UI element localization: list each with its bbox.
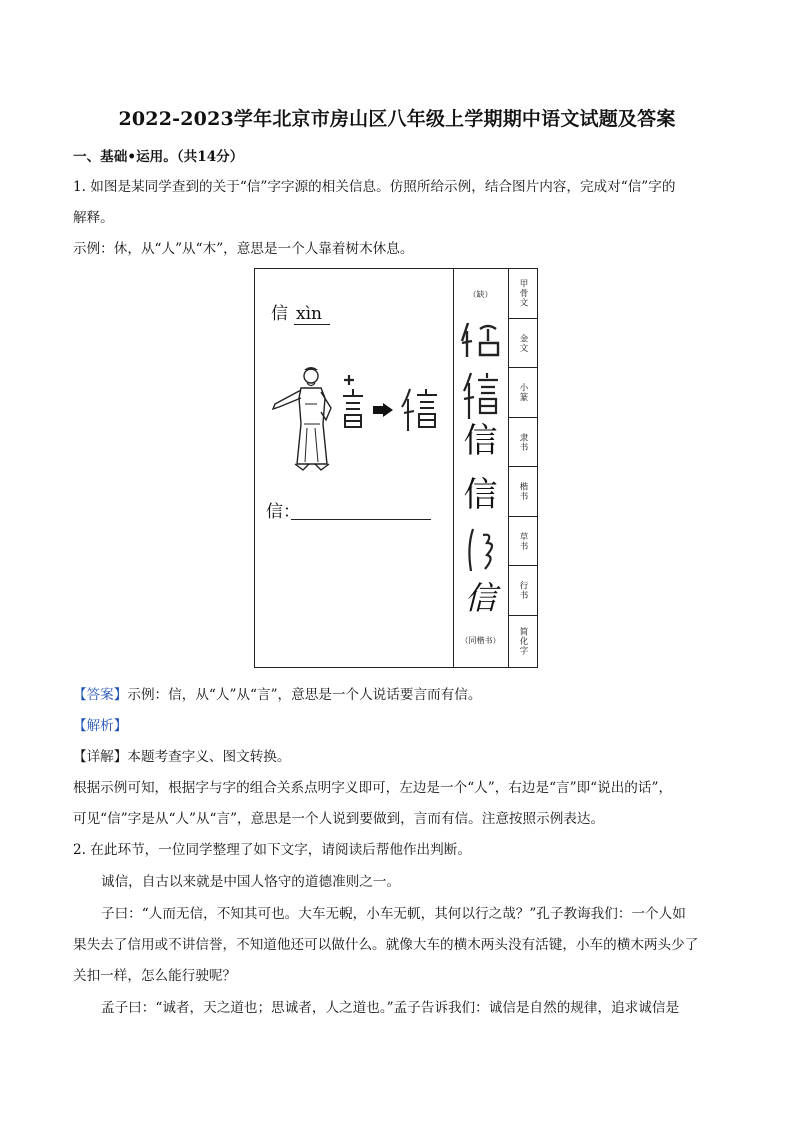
character-origin-figure [254, 268, 538, 668]
arrow-right-icon [373, 403, 393, 417]
script-label-small-seal: 小篆 [508, 368, 537, 418]
question-1-text-cont: 解释。 [73, 210, 114, 226]
detail-tag: 【详解】 [73, 749, 128, 765]
script-label-oracle: 甲骨文 [508, 269, 537, 319]
script-label-bronze: 金文 [508, 319, 537, 368]
script-label-clerical: 隶书 [508, 418, 537, 467]
answer-text: 示例：信，从“人”从“言”，意思是一个人说话要言而有信。 [127, 687, 482, 703]
plus-icon [343, 374, 355, 386]
passage-para-b-end: 关扣一样，怎么能行驶呢？ [73, 968, 237, 984]
detail-line [73, 748, 733, 766]
script-label-running: 行书 [508, 566, 537, 616]
section-heading: 一、基础•运用。（共14分） [73, 149, 244, 165]
script-label-simplified: 简化字 [518, 627, 528, 656]
kaishu-glyph: 信 [463, 475, 498, 515]
ancient-yan-glyph [340, 387, 366, 431]
passage-para-a: 诚信，自古以来就是中国人恪守的道德准则之一。 [101, 874, 401, 890]
question-1-text: 1. 如图是某同学查到的关于“信”字字源的相关信息。仿照所给示例，结合图片内容，完成对“信”字的 [73, 179, 676, 195]
script-label-cursive: 草书 [508, 517, 537, 566]
passage-para-c: 孟子曰：“诚者，天之道也；思诚者，人之道也。”孟子告诉我们：诚信是自然的规律，追求诚信是 [101, 1000, 680, 1016]
question-2-text: 2. 在此环节，一位同学整理了如下文字，请阅读后帮他作出判断。 [73, 842, 471, 858]
ancient-xin-glyph [400, 387, 440, 433]
blank-answer-label: 信： [266, 502, 300, 522]
lishu-glyph: 信 [463, 421, 498, 461]
figure-left-panel [255, 269, 454, 667]
detail-text: 本题考查字义、图文转换。 [127, 749, 291, 765]
xiaozhuan-glyph [462, 371, 500, 421]
figure-pinyin: xìn [294, 304, 330, 325]
figure-glyph-column [453, 269, 509, 667]
explanation-para-2: 可见“信”字是从“人”从“言”，意思是一个人说到要做到，言而有信。注意按照示例表达。 [73, 811, 605, 827]
answer-line [73, 686, 733, 704]
answer-tag: 【答案】 [73, 687, 128, 703]
explanation-para-1: 根据示例可知，根据字与字的组合关系点明字义即可，左边是一个“人”，右边是“言”即“说出的话”， [73, 780, 673, 796]
figure-same-note: （同楷书） [460, 636, 501, 645]
xingshu-glyph: 信 [464, 579, 497, 617]
caoshu-glyph [463, 527, 499, 573]
jinwen-glyph [460, 319, 502, 361]
question-1-example: 示例：休，从“人”从“木”，意思是一个人靠着树木休息。 [73, 241, 414, 257]
figure-head-char: 信 [271, 304, 288, 324]
analysis-tag: 【解析】 [73, 718, 128, 734]
person-illustration [271, 364, 341, 474]
script-label-column [508, 269, 537, 667]
passage-para-b-cont: 果失去了信用或不讲信誉，不知道他还可以做什么。就像大车的横木两头没有活键，小车的横木两头少了 [73, 937, 699, 953]
passage-para-b: 子曰：“人而无信，不知其可也。大车无輗，小车无軏，其何以行之哉？”孔子教诲我们：一个人如 [101, 906, 686, 922]
script-label-regular: 楷书 [508, 467, 537, 517]
figure-missing-note: （缺） [468, 290, 493, 299]
figure-heading [271, 299, 330, 325]
blank-answer-line[interactable] [291, 519, 431, 520]
page-title: 2022-2023学年北京市房山区八年级上学期期中语文试题及答案 [118, 108, 676, 130]
